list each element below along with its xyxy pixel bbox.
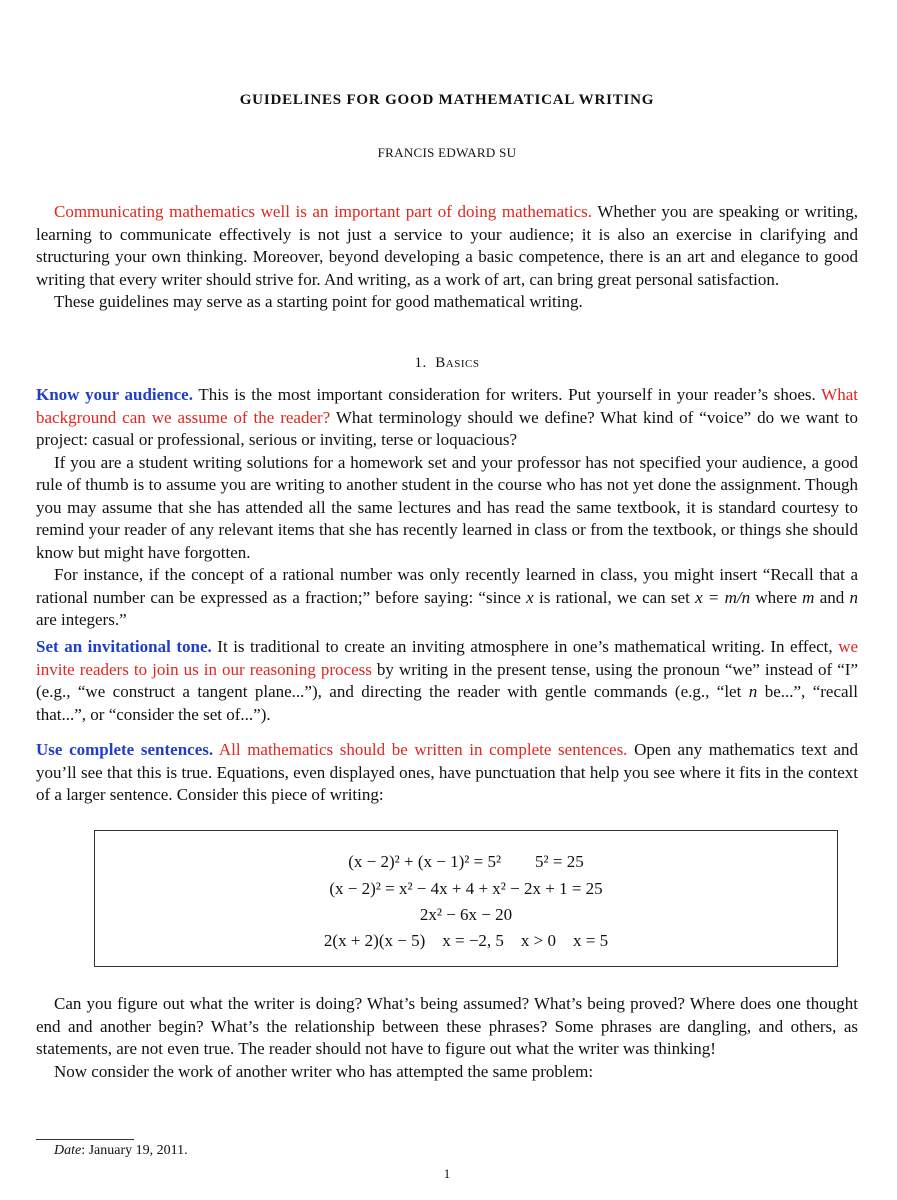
audience-highlight: What background can we assume of the reader? xyxy=(36,385,858,427)
audience-section xyxy=(36,384,858,632)
sentences-paragraph: Use complete sentences. All mathematics should be written in complete sentences. Open any mathematics text and you’ll see that this is true. Equations, even displayed ones, have punctuation that help you see where it fits in the context of a larger sentence. Consider this piece of writing: xyxy=(36,740,858,804)
after-paragraph-2: Now consider the work of another writer who has attempted the same problem: xyxy=(54,1061,594,1081)
audience-paragraph: Know your audience. This is the most important consideration for writers. Put yourself in your reader’s shoes. What background can we assume of the reader? What terminology should we define? What kind of “voice” do we want to project: casual or professional, serious or inviting, terse or loquacious? xyxy=(36,385,858,449)
section-title: Basics xyxy=(435,355,480,371)
author-name: FRANCIS EDWARD SU xyxy=(377,145,517,160)
math-example-box xyxy=(94,830,838,967)
audience-heading: Know your audience. xyxy=(36,385,193,404)
math-line-3: 2x² − 6x − 20 xyxy=(419,905,513,924)
intro-section xyxy=(36,201,858,314)
footnote xyxy=(54,1143,188,1159)
after-section xyxy=(36,993,858,1083)
intro-paragraph-2: These guidelines may serve as a starting point for good mathematical writing. xyxy=(54,292,583,311)
tone-heading: Set an invitational tone. xyxy=(36,637,212,656)
footnote-label: Date xyxy=(54,1143,82,1158)
audience-paragraph-2: If you are a student writing solutions for a homework set and your professor has not specified your audience, a good rule of thumb is to assume you are writing to another student in the course who has not yet done the assignment. Though you may assume that she has attended all the same lectures and has read the same textbook, it is standard courtesy to remind your reader of any relevant items that she has recently learned in class or from the textbook, or things she should know but might have forgotten. xyxy=(36,452,858,562)
section-heading xyxy=(36,355,858,372)
page-number: 1 xyxy=(443,1166,451,1181)
audience-paragraph-3: For instance, if the concept of a rational number was only recently learned in class, you might insert “Recall that a rational number can be expressed as a fraction;” before saying: “since x is rational, we can set x = m/n where m and n are integers.” xyxy=(36,565,858,629)
math-line-1: (x − 2)² + (x − 1)² = 5² 5² = 25 xyxy=(348,852,584,871)
tone-highlight: we invite readers to join us in our reasoning process xyxy=(36,637,859,679)
tone-paragraph: Set an invitational tone. It is traditional to create an inviting atmosphere in one’s mathematical writing. In effect, we invite readers to join us in our reasoning process by writing in the present tense, using the pronoun “we” instead of “I” (e.g., “we construct a tangent plane...”), and directing the reader with gentle commands (e.g., “let n be...”, “recall that...”, or “consider the set of...”). xyxy=(36,637,859,724)
tone-section xyxy=(36,636,858,726)
sentences-heading: Use complete sentences. xyxy=(36,740,214,759)
sentences-section xyxy=(36,739,858,807)
footnote-text: : January 19, 2011. xyxy=(81,1143,188,1158)
intro-highlight: Communicating mathematics well is an important part of doing mathematics. xyxy=(54,202,593,221)
paper-title: GUIDELINES FOR GOOD MATHEMATICAL WRITING xyxy=(239,92,655,108)
sentences-highlight: All mathematics should be written in complete sentences. xyxy=(213,740,628,759)
math-line-4: 2(x + 2)(x − 5) x = −2, 5 x > 0 x = 5 xyxy=(323,931,609,950)
section-number: 1. xyxy=(414,355,427,371)
footnote-rule xyxy=(36,1139,134,1140)
intro-text: Whether you are speaking or writing, learning to communicate effectively is not just a service to your audience; it is also an exercise in clarifying and structuring your own thinking. Moreover, beyond developing a basic competence, there is an art and elegance to good writing that every writer should strive for. And writing, as a work of art, can bring great personal satisfaction. xyxy=(36,202,859,289)
math-line-2: (x − 2)² = x² − 4x + 4 + x² − 2x + 1 = 25 xyxy=(329,879,603,898)
intro-paragraph xyxy=(36,201,858,291)
after-paragraph-1: Can you figure out what the writer is doing? What’s being assumed? What’s being proved? Where does one thought end and another begin? What’s the relationship between these phrases? Some phrases are dangling, and others, as statements, are not even true. The reader should not have to figure out what the writer was thinking! xyxy=(36,994,858,1058)
